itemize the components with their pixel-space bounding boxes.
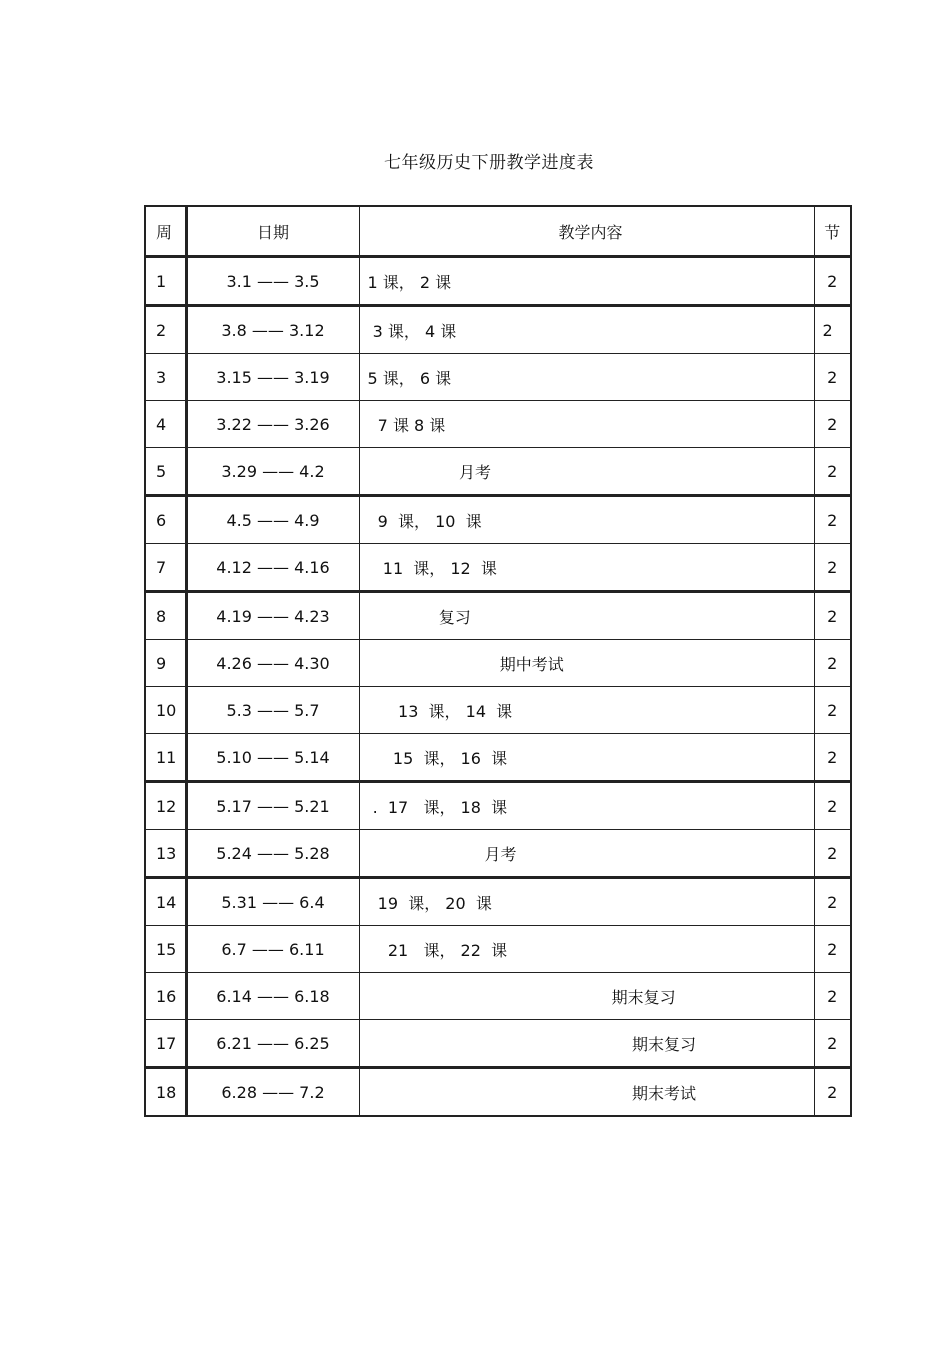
cell-content: 复习 — [359, 592, 814, 640]
cell-sessions: 2 — [814, 878, 851, 926]
cell-date: 3.8 —— 3.12 — [186, 306, 359, 354]
cell-content: 5 课， 6 课 — [359, 354, 814, 401]
cell-content: 19 课， 20 课 — [359, 878, 814, 926]
cell-sessions: 2 — [814, 687, 851, 734]
cell-date: 3.15 —— 3.19 — [186, 354, 359, 401]
table-row — [145, 401, 851, 448]
header-sessions: 节 — [814, 206, 851, 257]
cell-content: 月考 — [359, 830, 814, 878]
cell-week: 18 — [145, 1068, 186, 1117]
table-row — [145, 782, 851, 830]
cell-week: 9 — [145, 640, 186, 687]
cell-content: 期末考试 — [359, 1068, 814, 1117]
cell-content: 9 课， 10 课 — [359, 496, 814, 544]
table-row — [145, 496, 851, 544]
cell-content: 21 课， 22 课 — [359, 926, 814, 973]
cell-content: 期末复习 — [359, 973, 814, 1020]
cell-week: 3 — [145, 354, 186, 401]
cell-sessions: 2 — [814, 448, 851, 496]
cell-week: 5 — [145, 448, 186, 496]
table-row — [145, 687, 851, 734]
table-row — [145, 1020, 851, 1068]
cell-sessions: 2 — [814, 592, 851, 640]
cell-content: 3 课， 4 课 — [359, 306, 814, 354]
cell-week: 1 — [145, 257, 186, 306]
cell-date: 4.19 —— 4.23 — [186, 592, 359, 640]
cell-sessions: 2 — [814, 926, 851, 973]
cell-week: 10 — [145, 687, 186, 734]
cell-sessions: 2 — [814, 1068, 851, 1117]
table-row — [145, 973, 851, 1020]
cell-sessions: 2 — [814, 830, 851, 878]
cell-date: 6.21 —— 6.25 — [186, 1020, 359, 1068]
cell-sessions: 2 — [814, 782, 851, 830]
cell-week: 16 — [145, 973, 186, 1020]
cell-date: 5.17 —— 5.21 — [186, 782, 359, 830]
table-row — [145, 734, 851, 782]
cell-week: 6 — [145, 496, 186, 544]
cell-date: 3.29 —— 4.2 — [186, 448, 359, 496]
cell-sessions: 2 — [814, 640, 851, 687]
page-title: 七年级历史下册教学进度表 — [384, 153, 594, 173]
table-row — [145, 448, 851, 496]
table-row — [145, 1068, 851, 1117]
cell-date: 4.26 —— 4.30 — [186, 640, 359, 687]
cell-week: 12 — [145, 782, 186, 830]
cell-date: 5.31 —— 6.4 — [186, 878, 359, 926]
cell-content: 期中考试 — [359, 640, 814, 687]
table-header-row — [145, 206, 851, 257]
table-row — [145, 257, 851, 306]
cell-date: 5.3 —— 5.7 — [186, 687, 359, 734]
cell-sessions: 2 — [814, 544, 851, 592]
cell-week: 13 — [145, 830, 186, 878]
cell-date: 5.24 —— 5.28 — [186, 830, 359, 878]
cell-date: 5.10 —— 5.14 — [186, 734, 359, 782]
cell-sessions: 2 — [814, 496, 851, 544]
cell-date: 6.28 —— 7.2 — [186, 1068, 359, 1117]
cell-sessions: 2 — [814, 734, 851, 782]
cell-sessions: 2 — [814, 354, 851, 401]
cell-sessions: 2 — [814, 401, 851, 448]
cell-week: 15 — [145, 926, 186, 973]
cell-sessions: 2 — [814, 306, 851, 354]
cell-content: 13 课， 14 课 — [359, 687, 814, 734]
table-row — [145, 878, 851, 926]
cell-content: 11 课， 12 课 — [359, 544, 814, 592]
cell-date: 3.22 —— 3.26 — [186, 401, 359, 448]
teaching-schedule-table — [144, 205, 852, 1117]
cell-week: 2 — [145, 306, 186, 354]
cell-content: . 17 课， 18 课 — [359, 782, 814, 830]
cell-sessions: 2 — [814, 973, 851, 1020]
cell-date: 4.5 —— 4.9 — [186, 496, 359, 544]
table-row — [145, 306, 851, 354]
cell-sessions: 2 — [814, 257, 851, 306]
cell-date: 6.7 —— 6.11 — [186, 926, 359, 973]
cell-week: 11 — [145, 734, 186, 782]
header-week: 周 — [145, 206, 186, 257]
cell-week: 8 — [145, 592, 186, 640]
table-row — [145, 926, 851, 973]
cell-content: 期末复习 — [359, 1020, 814, 1068]
cell-week: 14 — [145, 878, 186, 926]
cell-date: 3.1 —— 3.5 — [186, 257, 359, 306]
cell-week: 4 — [145, 401, 186, 448]
cell-content: 1 课， 2 课 — [359, 257, 814, 306]
header-content: 教学内容 — [359, 206, 814, 257]
table-row — [145, 592, 851, 640]
cell-week: 17 — [145, 1020, 186, 1068]
cell-content: 15 课， 16 课 — [359, 734, 814, 782]
cell-sessions: 2 — [814, 1020, 851, 1068]
cell-content: 月考 — [359, 448, 814, 496]
cell-content: 7 课 8 课 — [359, 401, 814, 448]
cell-week: 7 — [145, 544, 186, 592]
cell-date: 6.14 —— 6.18 — [186, 973, 359, 1020]
header-date: 日期 — [186, 206, 359, 257]
table-row — [145, 640, 851, 687]
table-row — [145, 830, 851, 878]
table-row — [145, 544, 851, 592]
cell-date: 4.12 —— 4.16 — [186, 544, 359, 592]
table-row — [145, 354, 851, 401]
